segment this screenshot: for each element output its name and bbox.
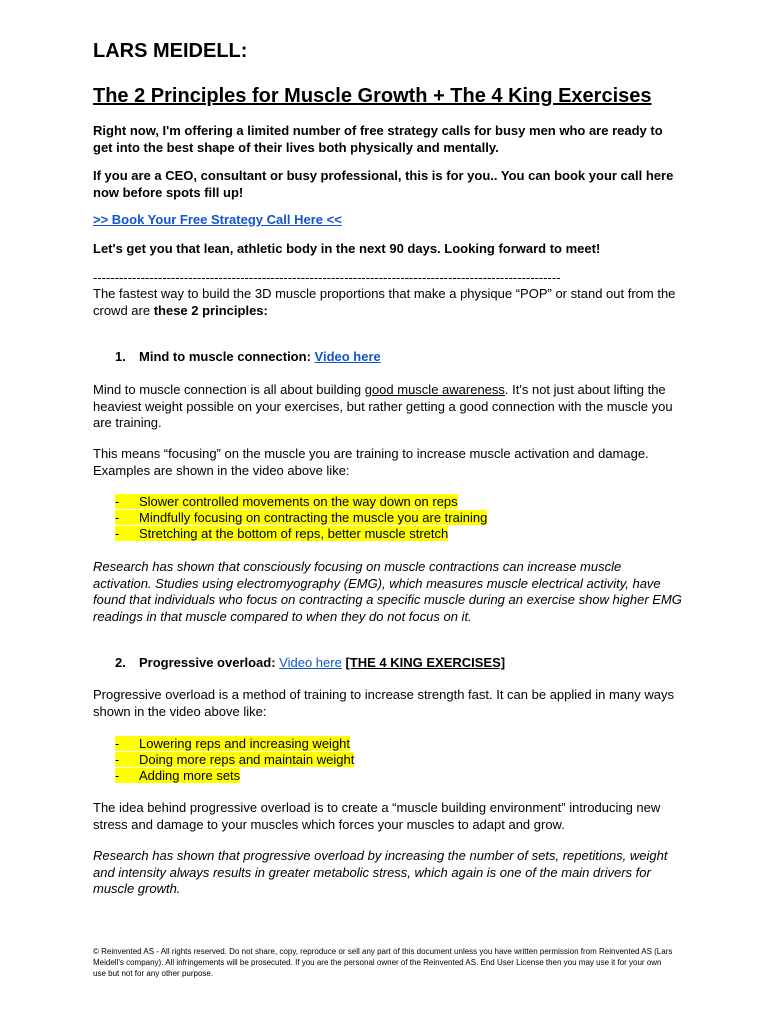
bullet-dash: - [115,526,120,541]
principle1-heading-text: Mind to muscle connection: [139,349,315,364]
highlighted-bullet [115,768,240,783]
bullet-text: Slower controlled movements on the way down on reps [139,494,458,509]
book-call-link[interactable]: >> Book Your Free Strategy Call Here << [93,212,342,227]
bullet-text: Stretching at the bottom of reps, better muscle stretch [139,526,449,541]
list-item [115,736,354,752]
bullet-text: Mindfully focusing on contracting the muscle you are training [139,510,488,525]
principle1-bullet-list [115,494,487,542]
highlighted-bullet [115,494,458,509]
principle1-paragraph [93,382,683,432]
principle2-paragraph: Progressive overload is a method of training to increase strength fast. It can be applied in many ways shown in the video above like: [93,687,674,719]
author-heading: LARS MEIDELL: [93,40,248,62]
lead-paragraph [93,286,683,319]
principle1-para-end: . It's not just about lifting the heaviest weight possible on your exercises, but rather getting a good connection with the muscle you are training. [93,382,673,430]
principle2-heading-text: Progressive overload: [139,655,280,670]
lead-bold-text: these 2 principles: [153,302,268,318]
bullet-dash: - [115,736,120,751]
principle1-para-start: Mind to muscle connection is all about building [93,382,365,397]
copyright-footer: © Reinvented AS - All rights reserved. Do not share, copy, reproduce or sell any part of this document unless you have written permission from Reinvented AS (Lars Meidell's company). All infringements will be prosecuted. If you are the personal owner of the Reinvented AS. End User License then you may use it for your own use but not for any other purpose. [93,947,673,978]
bullet-dash: - [115,510,120,525]
bullet-text: Doing more reps and maintain weight [139,752,355,767]
list-item [115,526,487,542]
bullet-text: Lowering reps and increasing weight [139,736,351,751]
list-item [115,752,354,768]
principle2-bullet-list [115,736,354,784]
list-item [115,768,354,784]
principle2-research-paragraph: Research has shown that progressive overload by increasing the number of sets, repetitions, weight and intensity always results in greater metabolic stress, which again is one of the main drivers for muscle growth. [93,848,668,896]
bullet-dash: - [115,768,120,783]
divider-line: ------------------------------------------------------------------------------------------------------------ [93,270,561,285]
principle2-video-link[interactable]: Video here [279,655,342,670]
principle1-heading [139,349,679,366]
bullet-dash: - [115,752,120,767]
list-item [115,510,487,526]
highlighted-bullet [115,510,487,525]
king-exercises-label: [THE 4 KING EXERCISES] [345,655,506,670]
principle2-number: 2. [115,655,126,670]
highlighted-bullet [115,526,448,541]
list-item [115,494,487,510]
closing-paragraph: Let's get you that lean, athletic body in the next 90 days. Looking forward to meet! [93,241,601,256]
principle1-para-underlined: good muscle awareness [364,382,505,397]
principle2-heading [139,655,679,672]
principle1-number: 1. [115,349,126,364]
audience-paragraph: If you are a CEO, consultant or busy professional, this is for you.. You can book your call here now before spots fill up! [93,168,674,200]
lead-text: The fastest way to build the 3D muscle proportions that make a physique “POP” or stand out from the crowd are [93,286,676,318]
highlighted-bullet [115,736,350,751]
offer-paragraph: Right now, I'm offering a limited number of free strategy calls for busy men who are ready to get into the best shape of their lives both physically and mentally. [93,123,663,155]
bullet-text: Adding more sets [139,768,241,783]
bullet-dash: - [115,494,120,509]
principle1-video-link[interactable]: Video here [314,349,381,364]
principle1-research-paragraph: Research has shown that consciously focusing on muscle contractions can increase muscle activation. Studies using electromyography (EMG), which measures muscle electrical activity, have found that individuals who focus on contracting a specific muscle during an exercise show higher EMG readings in that muscle compared to when they do not focus on it. [93,559,682,624]
principle1-examples-paragraph: This means “focusing” on the muscle you are training to increase muscle activation and damage. Examples are shown in the video above like: [93,446,649,478]
principle2-explanation-paragraph: The idea behind progressive overload is to create a “muscle building environment” introducing new stress and damage to your muscles which forces your muscles to adapt and grow. [93,800,661,832]
page-title: The 2 Principles for Muscle Growth + The 4 King Exercises [93,85,652,107]
highlighted-bullet [115,752,354,767]
